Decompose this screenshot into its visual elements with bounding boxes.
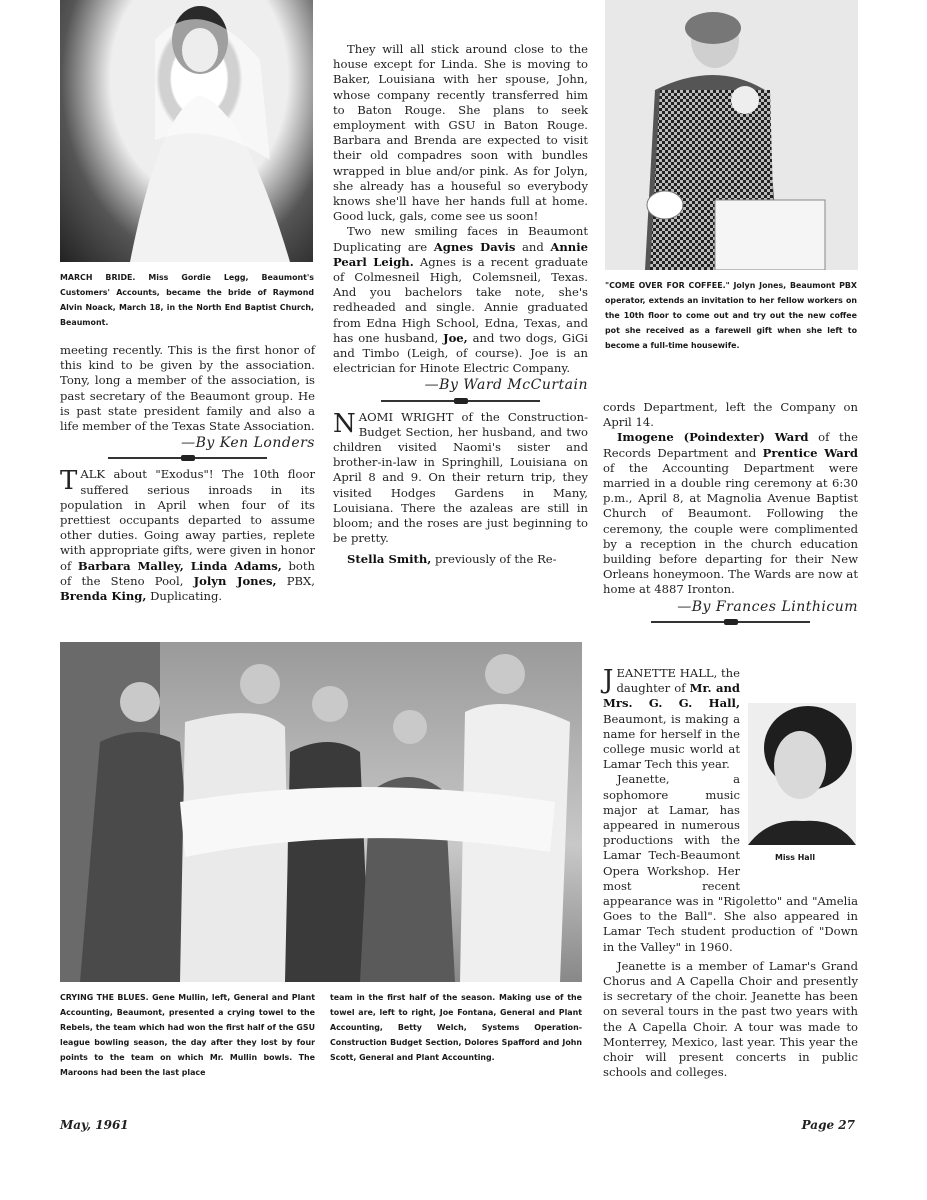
text-run: of the Records Department and	[603, 430, 858, 460]
bold-name: Jolyn Jones,	[193, 573, 277, 588]
text-run: ALK about "Exodus"! The 10th floor suffered serious inroads in its population in April when four of its prettiest occupants departed to assume other duties. Going away parties, replete with appropriate gifts, were given in honor of	[60, 467, 315, 573]
bold-name: Mr. and Mrs. G. G. Hall,	[603, 681, 740, 711]
section-divider	[381, 400, 539, 402]
text-run: Agnes is a recent graduate of Colmesneil High, Colemsneil, Texas. And you bachelors take note, she's redheaded and single. Annie graduated from Edna High School, Edna, Texas, and has one husband,	[333, 254, 588, 345]
text-run: Jeanette, a sophomore music major at Lamar, has appeared in numerous productions with the Lamar Tech-Beaumont Opera Workshop. Her most recent appearance was in "Rigoletto" and "Amelia Goes to the Ball". She also appeared in Lamar Tech student production of "Down in the Valley" in 1960.	[603, 772, 858, 954]
footer-date: May, 1961	[60, 1118, 129, 1132]
text-run: both of the Steno Pool,	[60, 558, 315, 588]
text-run: EANETTE HALL, the daughter of	[616, 666, 740, 696]
exodus-text	[60, 467, 315, 603]
text-run: and	[515, 239, 551, 254]
drop-cap: T	[60, 466, 78, 497]
bold-name: Stella Smith,	[347, 551, 432, 566]
right-column-lower	[603, 666, 858, 1080]
text-run: Two new smiling faces in Beaumont Duplicating are	[333, 224, 588, 254]
article-stella-continued	[603, 400, 858, 430]
section-divider	[651, 621, 809, 623]
caption-march-bride: MARCH BRIDE. Miss Gordie Legg, Beaumont's Customers' Accounts, became the bride of Raymond Alvin Noack, March 18, in the North End Baptist Church, Beaumont.	[60, 273, 314, 327]
photo-crying-the-blues	[60, 642, 582, 982]
drop-cap: J	[603, 665, 614, 695]
byline-ken-londers: —By Ken Londers	[181, 435, 315, 452]
text-run: of the Accounting Department were married in a double ring ceremony at 6:30 p.m., April 8, at Magnolia Avenue Baptist Church of Beaumont. Following the ceremony, the couple were complimented by a reception in the church education building before departing for their New Orleans honeymoon. The Wards are now at home at 4887 Ironton.	[603, 460, 858, 597]
jeanette-intro-text	[603, 666, 740, 771]
caption-crying-the-blues-part2: team in the first half of the season. Making use of the towel are, left to right, Joe Fontana, General and Plant Accounting, Betty Welch, Systems Operation-Construction Budget Section, Dolores Spafford and John Scott, General and Plant Accounting.	[330, 993, 582, 1062]
naomi-text	[333, 410, 588, 546]
left-column	[60, 343, 315, 604]
right-column-upper	[603, 400, 858, 631]
text-run: previously of the Re-	[431, 551, 557, 566]
bold-name: Joe,	[443, 330, 468, 345]
bold-name: Prentice Ward	[762, 445, 858, 460]
text-run: They will all stick around close to the house except for Linda. She is moving to Baker, Louisiana with her spouse, John, whose company recently transferred him to Baton Rouge. She plans to seek employment with GSU in Baton Rouge. Barbara and Brenda are expected to visit their old compadres soon with bundles wrapped in blue and/or pink. As for Jolyn, she already has a houseful so everybody knows she'll have her hands full at home. Good luck, gals, come see us soon!	[333, 42, 588, 224]
article-stella-smith-paragraph	[333, 552, 588, 567]
coffee-figure	[605, 0, 858, 270]
bold-name: Brenda King,	[60, 589, 147, 604]
photo-wrap-float	[740, 698, 858, 890]
text-run: Jeanette is a member of Lamar's Grand Chorus and A Capella Choir and presently is secretary of the choir. Jeanette has been on several tours in the past two years with the A Capella Choir. A tour was made to Monterrey, Mexico, last year. This year the choir will present concerts in public schools and colleges.	[603, 958, 858, 1080]
text-run: cords Department, left the Company on April 14.	[603, 400, 858, 430]
article-jeanette-choir	[603, 959, 858, 1081]
byline-ward-mccurtain: —By Ward McCurtain	[424, 377, 588, 394]
article-naomi-wright-paragraph	[333, 410, 588, 547]
bold-name: Agnes Davis	[433, 239, 516, 254]
caption-miss-hall: Miss Hall	[775, 853, 816, 862]
footer-page-number: Page 27	[801, 1118, 855, 1132]
text-run: meeting recently. This is the first honor of this kind to be given by the association. Tony, long a member of the association, is past secretary of the Beaumont group. He is past state president family and also a life member of the Texas State Association.	[60, 343, 315, 434]
text-run: AOMI WRIGHT of the Construction-Budget Section, her husband, and two children visited Naomi's sister and brother-in-law in Springhill, Louisiana on April 8 and 9. On their return trip, they visited Hodges Gardens in Many, Louisiana. There the azaleas are still in bloom; and the roses are just beginning to be pretty.	[333, 409, 588, 546]
drop-cap: N	[333, 408, 356, 439]
article-tony-paragraph	[60, 343, 315, 434]
article-linda-paragraph	[333, 42, 588, 224]
text-run: and two dogs, GiGi and Timbo (Leigh, of course). Joe is an electrician for Hinote Electric Company.	[333, 330, 588, 376]
text-run: PBX,	[276, 573, 315, 588]
photo-march-bride	[60, 0, 313, 262]
article-ward-wedding-paragraph	[603, 430, 858, 597]
group-figures	[60, 642, 582, 982]
bold-name: Barbara Malley, Linda Adams,	[77, 558, 282, 573]
text-run: Duplicating.	[146, 589, 223, 604]
bride-figure	[60, 0, 313, 262]
section-divider	[108, 457, 266, 459]
caption-come-over-for-coffee: "COME OVER FOR COFFEE." Jolyn Jones, Beaumont PBX operator, extends an invitation to her fellow workers on the 10th floor to come out and try out the new coffee pot she received as a farewell gift when she left to become a full-time housewife.	[605, 281, 857, 350]
caption-crying-the-blues-part1: CRYING THE BLUES. Gene Mullin, left, General and Plant Accounting, Beaumont, presented a crying towel to the Rebels, the team which had won the first half of the GSU league bowling season, the day after they lost by four points to the team on which Mr. Mullin bowls. The Maroons had been the last place	[60, 993, 315, 1077]
photo-come-over-for-coffee	[605, 0, 858, 270]
article-duplicating-paragraph	[333, 224, 588, 376]
byline-frances-linthicum: —By Frances Linthicum	[677, 598, 858, 615]
bold-name: Annie Pearl Leigh.	[333, 239, 588, 269]
text-run: Beaumont, is making a name for herself in the college music world at Lamar Tech this year.	[603, 711, 740, 772]
article-exodus-paragraph	[60, 467, 315, 604]
bold-name: Imogene (Poindexter) Ward	[617, 430, 809, 445]
middle-column	[333, 42, 588, 567]
